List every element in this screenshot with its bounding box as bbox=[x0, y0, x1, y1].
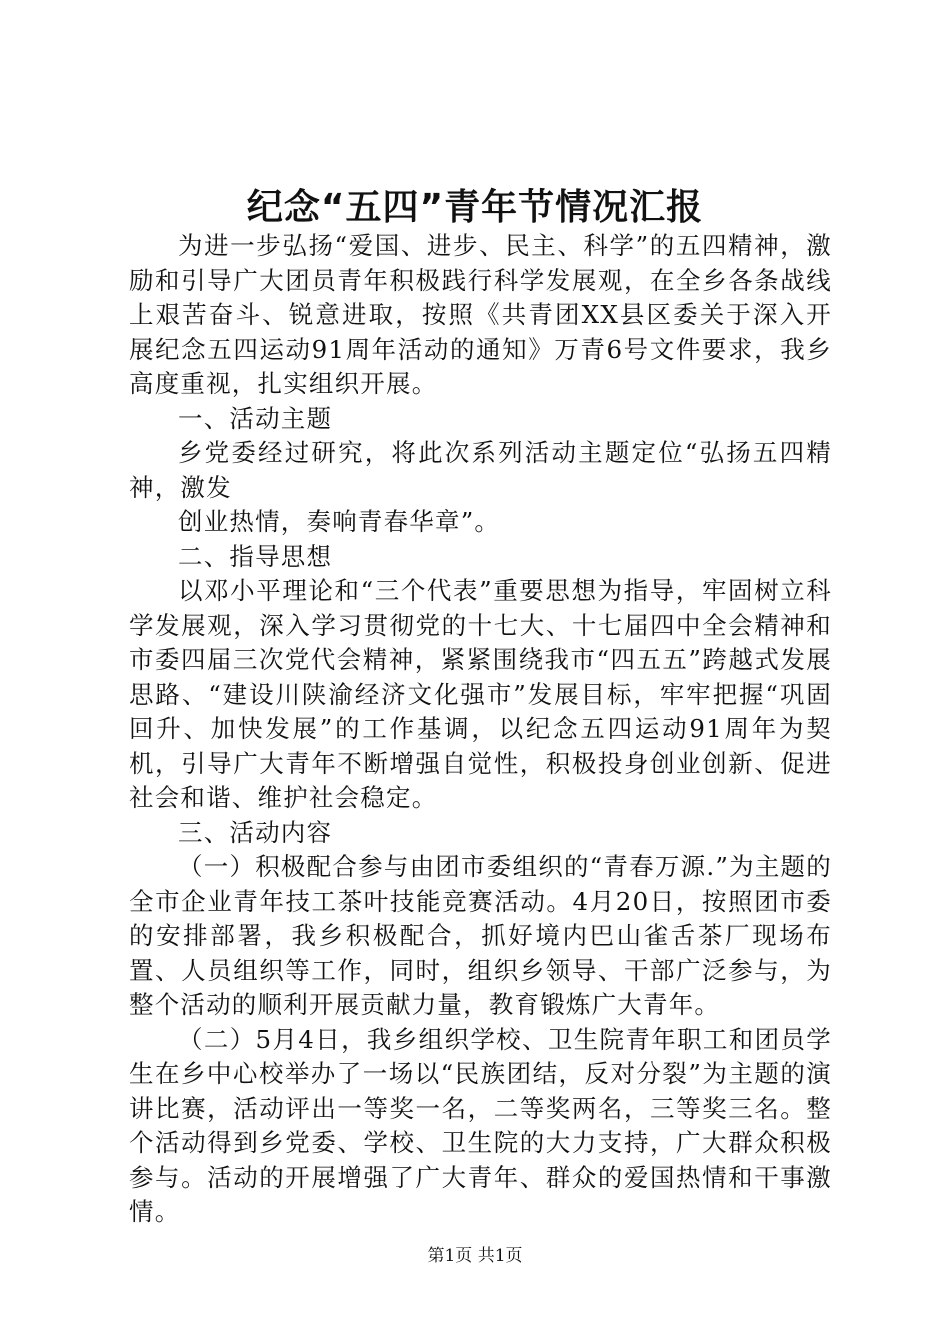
content-item-1: （一）积极配合参与由团市委组织的“青春万源.”为主题的全市企业青年技工茶叶技能竞赛活动。4月20日，按照团市委的安排部署，我乡积极配合，抓好境内巴山雀舌茶厂现场布置、人员组织等工作，同时，组织乡领导、干部广泛参与，为整个活动的顺利开展贡献力量，教育锻炼广大青年。 bbox=[129, 852, 832, 1019]
intro-paragraph: 为进一步弘扬“爱国、进步、民主、科学”的五四精神，激励和引导广大团员青年积极践行科学发展观，在全乡各条战线上艰苦奋斗、锐意进取，按照《共青团XX县区委关于深入开展纪念五四运动91周年活动的通知》万青6号文件要求，我乡高度重视，扎实组织开展。 bbox=[129, 231, 832, 398]
section-heading-content: 三、活动内容 bbox=[178, 817, 333, 847]
content-item-2: （二）5月4日，我乡组织学校、卫生院青年职工和团员学生在乡中心校举办了一场以“民族团结，反对分裂”为主题的演讲比赛，活动评出一等奖一名，二等奖两名，三等奖三名。整个活动得到乡党委、学校、卫生院的大力支持，广大群众积极参与。活动的开展增强了广大青年、群众的爱国热情和干事激情。 bbox=[129, 1024, 832, 1226]
document-body bbox=[129, 229, 832, 1230]
page-footer: 第1页 共1页 bbox=[427, 1246, 523, 1266]
section-heading-guidance: 二、指导思想 bbox=[178, 541, 333, 571]
document-title: 纪念“五四”青年节情况汇报 bbox=[246, 187, 704, 228]
section-heading-theme: 一、活动主题 bbox=[178, 403, 333, 433]
theme-paragraph: 乡党委经过研究，将此次系列活动主题定位“弘扬五四精神，激发 bbox=[129, 438, 832, 502]
guidance-paragraph: 以邓小平理论和“三个代表”重要思想为指导，牢固树立科学发展观，深入学习贯彻党的十七大、十七届四中全会精神和市委四届三次党代会精神，紧紧围绕我市“四五五”跨越式发展思路、“建设川陕渝经济文化强市”发展目标，牢牢把握“巩固回升、加快发展”的工作基调，以纪念五四运动91周年为契机，引导广大青年不断增强自觉性，积极投身创业创新、促进社会和谐、维护社会稳定。 bbox=[129, 576, 832, 812]
theme-paragraph-continued: 创业热情，奏响青春华章”。 bbox=[178, 507, 501, 536]
